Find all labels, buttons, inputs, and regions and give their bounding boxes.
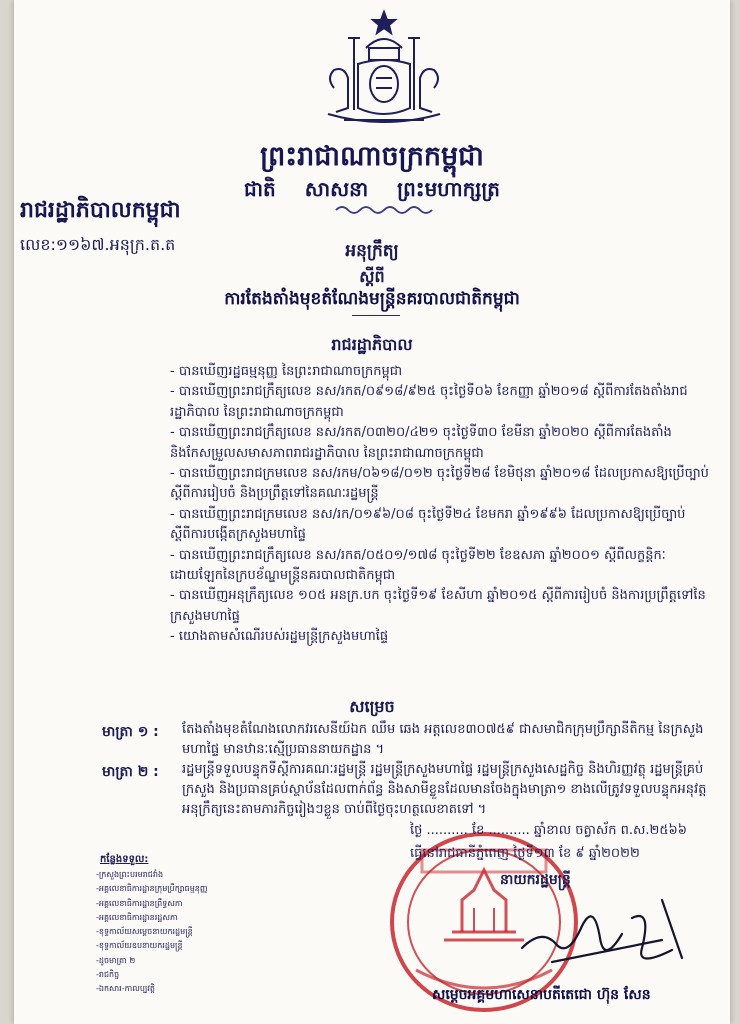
reference-number: លេខ:១១៦៧.អនុក្រ.ត.ត xyxy=(20,235,176,254)
recital-item: - បានឃើញព្រះរាជក្រឹត្យលេខ នស/រកត/០៥០១/១៧៨ ចុះថ្ងៃទី២២ ខែឧសភា ឆ្នាំ២០០១ ស្តីពីលក្ខន្តិកៈដោយឡែកនៃក្របខ័ណ្ឌមន្ត្រីនគរបាលជាតិកម្ពុជា xyxy=(170,547,666,584)
recital-item: - បានឃើញព្រះរាជក្រឹត្យលេខ នស/រកត/០៩១៨/៩២៥ ចុះថ្ងៃទី០៦ ខែកញ្ញា ឆ្នាំ២០១៨ ស្តីពីការតែងតាំងរាជរដ្ឋាភិបាល នៃព្រះរាជាណាចក្រកម្ពុជា xyxy=(170,384,688,420)
document-subject: ការតែងតាំងមុខតំណែងមន្ត្រីនគរបាលជាតិកម្ពុជា xyxy=(224,289,520,309)
article-1-text: តែងតាំងមុខតំណែងលោកវរសេនីយ៍ឯក ឈឹម ឆេង អត្តលេខ៣០៧៥៩ ជាសមាជិកក្រុមប្រឹក្សានីតិកម្ម នៃក្រសួងមហាផ្ទៃ មានឋានៈស្មើប្រធាននាយកដ្ឋាន ។ xyxy=(182,722,704,757)
solar-date: ធ្វើនៅរាជធានីភ្នំពេញ ថ្ងៃទី១៣ ខែ ៩ ឆ្នាំ២០២២ xyxy=(410,846,640,861)
cc-list-item: -ខុទ្ទកាល័យសម្តេចនាយករដ្ឋមន្ត្រី xyxy=(96,927,193,937)
ornament-divider-icon xyxy=(332,203,436,217)
recital-item: - បានឃើញព្រះរាជក្រមលេខ នស/រកម/០៦១៨/០១២ ចុះថ្ងៃទី២៨ ខែមិថុនា ឆ្នាំ២០១៨ ដែលប្រកាសឱ្យប្រើច្បាប់ស្តីពីការរៀបចំ និងប្រព្រឹត្តទៅនៃគណៈរដ្ឋមន្ត្រី xyxy=(170,466,709,502)
cc-list-item: -អគ្គលេខាធិការដ្ឋានព្រឹទ្ធសភា xyxy=(96,898,183,908)
issuing-body: រាជរដ្ឋាភិបាលកម្ពុជា xyxy=(20,198,181,223)
article-2-label: មាត្រា ២ : xyxy=(102,764,159,780)
recital-item: - បានឃើញរដ្ឋធម្មនុញ្ញ នៃព្រះរាជាណាចក្រកម្ពុជា xyxy=(170,364,403,379)
recital-item: - យោងតាមសំណើរបស់រដ្ឋមន្ត្រីក្រសួងមហាផ្ទៃ xyxy=(170,629,389,645)
cc-list-item: -ឯកសារ-កាលប្បវត្តិ xyxy=(96,984,155,994)
cc-list-item: -ក្រសួងព្រះបរមរាជវាំង xyxy=(96,870,164,879)
about-label: ស្តីពី xyxy=(359,267,385,286)
document-type: អនុក្រឹត្យ xyxy=(345,241,399,261)
issuer-heading: រាជរដ្ឋាភិបាល xyxy=(331,335,413,354)
recital-item: - បានឃើញព្រះរាជក្រមលេខ នស/រក/០១៩៦/០៨ ចុះថ្ងៃទី២៤ ខែមករា ឆ្នាំ១៩៩៦ ដែលប្រកាសឱ្យប្រើច្បាប់ ស្តីពីការបង្កើតក្រសួងមហាផ្ទៃ xyxy=(170,506,686,543)
signer-title: នាយករដ្ឋមន្ត្រី xyxy=(500,872,571,888)
title-divider xyxy=(352,315,400,316)
recital-item: - បានឃើញព្រះរាជក្រឹត្យលេខ នស/រកត/០៣២០/៤២១ ចុះថ្ងៃទី៣០ ខែមីនា ឆ្នាំ២០២០ ស្តីពីការតែងតាំង និងកែសម្រួលសមាសភាពរាជរដ្ឋាភិបាល នៃព្រះរាជាណាចក្រកម្ពុជា xyxy=(170,425,672,461)
cc-list-item: -ខុទ្ទកាល័យឧបនាយករដ្ឋមន្ត្រី xyxy=(96,941,183,951)
cc-list-item: -រាជកិច្ច xyxy=(96,970,120,980)
decision-heading: សម្រេច xyxy=(349,697,395,716)
signer-name: សម្តេចអគ្គមហាសេនាបតីតេជោ ហ៊ុន សែន xyxy=(432,987,651,1003)
lunar-date: ថ្ងៃ .......... ខែ .......... ឆ្នាំខាល ចត្វាស័ក ព.ស.២៥៦៦ xyxy=(410,823,687,838)
recitals-list xyxy=(170,362,710,648)
cc-list xyxy=(96,868,207,997)
article-1-label: មាត្រា ១ : xyxy=(102,724,159,740)
recital-item: - បានឃើញអនុក្រឹត្យលេខ ១០៥ អនក្រ.បក ចុះថ្ងៃទី១៩ ខែសីហា ឆ្នាំ២០១៥ ស្តីពីការរៀបចំ និងការប្រព្រឹត្តទៅនៃក្រសួងមហាផ្ទៃ xyxy=(170,588,706,624)
national-motto: ជាតិ សាសនា ព្រះមហាក្សត្រ xyxy=(244,177,500,201)
article-2-text: រដ្ឋមន្ត្រីទទួលបន្ទុកទីស្តីការគណៈរដ្ឋមន្ត្រី រដ្ឋមន្ត្រីក្រសួងមហាផ្ទៃ រដ្ឋមន្ត្រីក្រសួងសេដ្ឋកិច្ច និងហិរញ្ញវត្ថុ រដ្ឋមន្ត្រីគ្រប់ក្រសួង និងប្រធានគ្រប់ស្ថាប័នដែលពាក់ព័ន្ធ និងសាមីខ្លួនដែលមានចែងក្នុងមាត្រា១ ខាងលើត្រូវទទួលបន្ទុកអនុវត្តអនុក្រឹត្យនេះតាមភារកិច្ចរៀងៗខ្លួន ចាប់ពីថ្ងៃចុះហត្ថលេខាតទៅ ។ xyxy=(182,762,707,817)
cc-title: កន្លែងទទួល: xyxy=(100,854,149,865)
handwritten-signature-icon xyxy=(512,888,712,978)
cc-list-item: -អគ្គលេខាធិការដ្ឋានរដ្ឋសភា xyxy=(96,912,178,922)
kingdom-title: ព្រះរាជាណាចក្រកម្ពុជា xyxy=(260,141,484,172)
cc-list-item: -អគ្គលេខាធិការដ្ឋានក្រុមប្រឹក្សាធម្មនុញ្ញ xyxy=(96,884,208,894)
royal-coat-of-arms-icon xyxy=(314,8,454,133)
cc-list-item: -ដូចមាត្រា ២ xyxy=(96,955,136,965)
document-page xyxy=(14,0,730,1024)
